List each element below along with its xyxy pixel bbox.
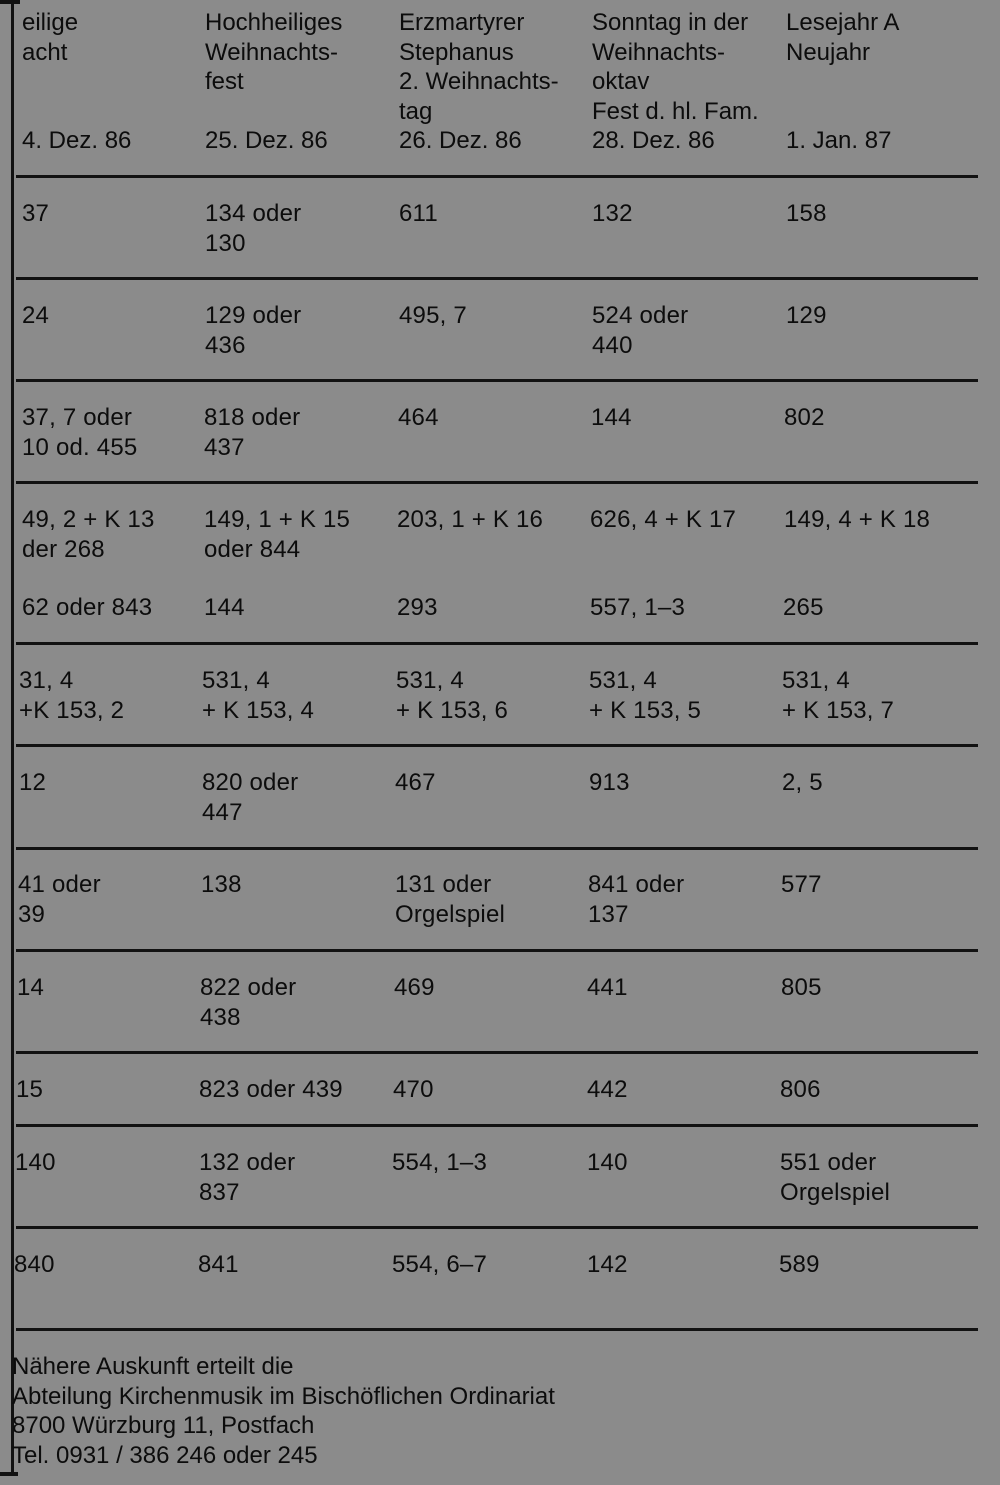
header-col-3-date: 26. Dez. 86 (399, 127, 522, 154)
table-cell: 554, 6–7 (392, 1251, 488, 1278)
table-rule (16, 277, 978, 280)
footer-line: Nähere Auskunft erteilt die (12, 1353, 294, 1380)
table-rule (16, 175, 978, 178)
corner-mark-top (0, 0, 20, 4)
table-rule (16, 847, 978, 850)
table-cell: 823 oder 439 (199, 1076, 343, 1103)
table-cell: 611 (399, 200, 438, 227)
table-cell: 589 (779, 1251, 820, 1278)
header-col-4-date: 28. Dez. 86 (592, 127, 715, 154)
table-cell: 551 oder Orgelspiel (780, 1149, 891, 1206)
table-rule (16, 642, 978, 645)
header-col-1-title: eilige acht (22, 9, 79, 66)
header-col-1-date: 4. Dez. 86 (22, 127, 132, 154)
table-cell: 840 (14, 1251, 55, 1278)
footer-contact (12, 1352, 555, 1470)
table-cell: 265 (783, 594, 824, 621)
table-cell: 441 (587, 974, 628, 1001)
table-cell: 531, 4 + K 153, 5 (589, 667, 702, 724)
table-cell: 131 oder Orgelspiel (395, 871, 506, 928)
table-cell: 531, 4 + K 153, 7 (782, 667, 895, 724)
table-cell: 557, 1–3 (590, 594, 686, 621)
table-cell: 531, 4 + K 153, 6 (396, 667, 509, 724)
table-rule (16, 1124, 978, 1127)
table-rule (16, 949, 978, 952)
table-cell: 158 (786, 200, 827, 227)
header-col-5-title: Lesejahr A Neujahr (786, 9, 900, 66)
header-col-5-date: 1. Jan. 87 (786, 127, 892, 154)
table-cell: 293 (397, 594, 438, 621)
table-cell: 15 (16, 1076, 44, 1103)
table-cell: 129 oder 436 (205, 302, 302, 359)
table-cell: 140 (15, 1149, 56, 1176)
table-cell: 132 (592, 200, 633, 227)
table-cell: 531, 4 + K 153, 4 (202, 667, 315, 724)
table-cell: 467 (395, 769, 436, 796)
table-cell: 37, 7 oder 10 od. 455 (22, 404, 138, 461)
header-col-2-title: Hochheiliges Weihnachts- fest (205, 9, 343, 95)
header-col-4-title: Sonntag in der Weihnachts- oktav Fest d. hl. Fam. (592, 9, 759, 125)
table-cell: 144 (591, 404, 632, 431)
table-cell: 626, 4 + K 17 (590, 506, 737, 533)
table-cell: 818 oder 437 (204, 404, 301, 461)
corner-mark-bottom (0, 1472, 18, 1476)
table-cell: 806 (780, 1076, 821, 1103)
table-cell: 913 (589, 769, 630, 796)
table-cell: 138 (201, 871, 242, 898)
table-cell: 577 (781, 871, 822, 898)
table-cell: 554, 1–3 (392, 1149, 488, 1176)
table-cell: 822 oder 438 (200, 974, 297, 1031)
table-cell: 24 (22, 302, 50, 329)
table-cell: 134 oder 130 (205, 200, 302, 257)
table-cell: 129 (786, 302, 827, 329)
table-rule (16, 1328, 978, 1331)
table-cell: 2, 5 (782, 769, 823, 796)
footer-line: Abteilung Kirchenmusik im Bischöflichen Ordinariat (12, 1382, 555, 1410)
table-cell: 31, 4 +K 153, 2 (19, 667, 125, 724)
table-cell: 37 (22, 200, 50, 227)
table-rule (16, 744, 978, 747)
table-cell: 41 oder 39 (18, 871, 101, 928)
table-cell: 805 (781, 974, 822, 1001)
table-cell: 140 (587, 1149, 628, 1176)
table-cell: 203, 1 + K 16 (397, 506, 544, 533)
table-cell: 841 (198, 1251, 239, 1278)
table-rule (16, 1226, 978, 1229)
table-cell: 495, 7 (399, 302, 467, 329)
table-cell: 12 (19, 769, 47, 796)
table-cell: 62 oder 843 (22, 594, 153, 621)
table-cell: 470 (393, 1076, 434, 1103)
table-cell: 14 (17, 974, 45, 1001)
table-cell: 49, 2 + K 13 der 268 (22, 506, 155, 563)
table-cell: 524 oder 440 (592, 302, 689, 359)
table-cell: 841 oder 137 (588, 871, 685, 928)
table-cell: 132 oder 837 (199, 1149, 296, 1206)
table-cell: 442 (587, 1076, 628, 1103)
table-rule (16, 1051, 978, 1054)
table-cell: 149, 1 + K 15 oder 844 (204, 506, 351, 563)
footer-line: Tel. 0931 / 386 246 oder 245 (12, 1441, 318, 1469)
table-cell: 820 oder 447 (202, 769, 299, 826)
table-cell: 149, 4 + K 18 (784, 506, 931, 533)
table-cell: 469 (394, 974, 435, 1001)
header-col-2-date: 25. Dez. 86 (205, 127, 328, 154)
table-cell: 464 (398, 404, 439, 431)
table-cell: 142 (587, 1251, 628, 1278)
header-col-3-title: Erzmartyrer Stephanus 2. Weihnachts- tag (399, 9, 559, 125)
footer-line: 8700 Würzburg 11, Postfach (12, 1412, 315, 1439)
table-cell: 802 (784, 404, 825, 431)
table-cell: 144 (204, 594, 245, 621)
table-rule (16, 481, 978, 484)
table-rule (16, 379, 978, 382)
